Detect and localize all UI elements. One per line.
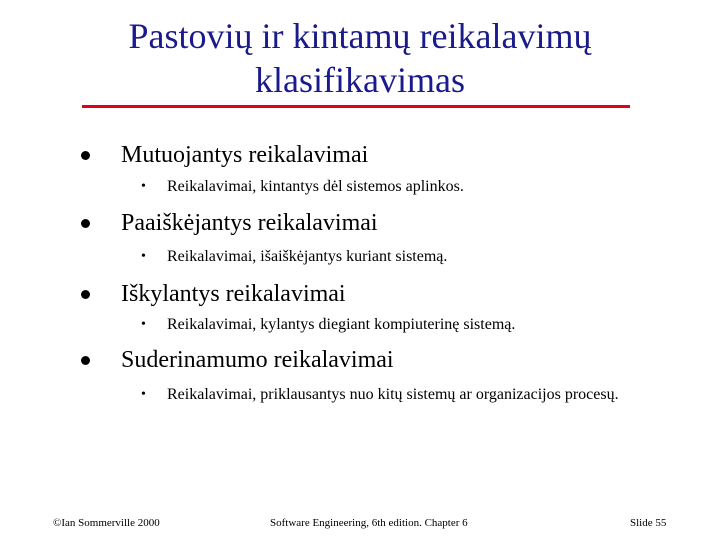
sub-bullet-text: Reikalavimai, išaiškėjantys kuriant sistemą. [167, 248, 448, 265]
sub-bullet-text: Reikalavimai, priklausantys nuo kitų sistemų ar organizacijos procesų. [167, 386, 619, 403]
sub-bullet-item [141, 176, 681, 198]
sub-bullet-item [141, 246, 681, 268]
bullet-item-label: Suderinamumo reikalavimai [121, 347, 394, 373]
sub-bullet-text: Reikalavimai, kylantys diegiant kompiuterinę sistemą. [167, 316, 516, 333]
bullet-item-label: Mutuojantys reikalavimai [121, 142, 369, 168]
sub-bullet-item [141, 384, 641, 406]
footer-copyright: ©Ian Sommerville 2000 [53, 517, 160, 529]
slide-title-line-1: Pastovių ir kintamų reikalavimų [128, 16, 592, 56]
sub-bullet-text: Reikalavimai, kintantys dėl sistemos aplinkos. [167, 178, 464, 195]
bullet-dot-icon [81, 290, 90, 299]
slide-title [40, 14, 680, 102]
sub-bullet-icon: • [141, 179, 146, 194]
bullet-item-label: Iškylantys reikalavimai [121, 281, 346, 307]
sub-bullet-item [141, 314, 681, 336]
bullet-dot-icon [81, 151, 90, 160]
sub-bullet-icon: • [141, 387, 146, 402]
footer-slide-number: Slide 55 [630, 517, 667, 529]
bullet-dot-icon [81, 356, 90, 365]
title-underline [82, 105, 630, 108]
bullet-item-label: Paaiškėjantys reikalavimai [121, 210, 378, 236]
footer-book-title: Software Engineering, 6th edition. Chapter 6 [270, 517, 468, 529]
sub-bullet-icon: • [141, 317, 146, 332]
bullet-item [81, 209, 378, 237]
bullet-item [81, 346, 394, 374]
sub-bullet-icon: • [141, 249, 146, 264]
bullet-item [81, 141, 368, 169]
slide-title-line-2: klasifikavimas [255, 60, 465, 100]
bullet-item [81, 280, 346, 308]
bullet-dot-icon [81, 219, 90, 228]
